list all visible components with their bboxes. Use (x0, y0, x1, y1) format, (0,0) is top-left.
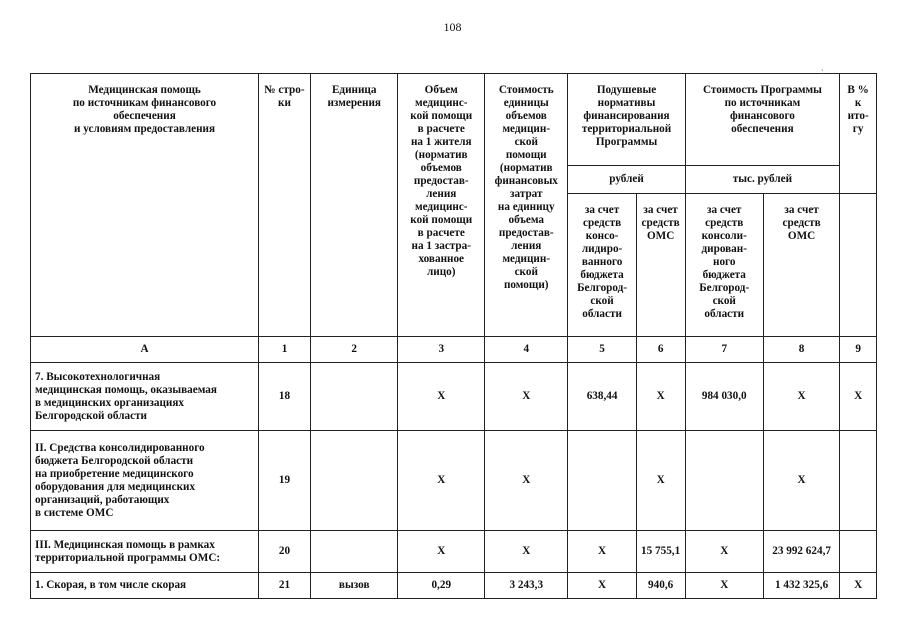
cell-unit-cost: 3 243,3 (485, 573, 568, 599)
numbering-cell: 4 (485, 337, 568, 363)
cell-per-capita-oms: Х (636, 363, 685, 431)
table-row (31, 431, 877, 531)
header-row-top (31, 74, 877, 166)
cell-percent: Х (840, 573, 877, 599)
cell-cost-budget: Х (685, 531, 763, 573)
header-col-5: за счет средств консо- лидиро- ванного бюджета Белгород- ской области (568, 194, 636, 337)
cell-unit-cost: Х (485, 531, 568, 573)
cell-cost-oms: 23 992 624,7 (763, 531, 839, 573)
table-row (31, 531, 877, 573)
numbering-cell: 6 (636, 337, 685, 363)
header-col-3: Объем медицинс- кой помощи в расчете на 1 жителя (норматив объемов предостав- ления медицинс- кой помощи в расчете на 1 застра- хованное лицо) (398, 74, 485, 337)
numbering-cell: 3 (398, 337, 485, 363)
cell-cost-budget: 984 030,0 (685, 363, 763, 431)
cell-per-capita-oms: 15 755,1 (636, 531, 685, 573)
header-col-8: за счет средств ОМС (763, 194, 839, 337)
header-per-capita-group: Подушевые нормативы финансирования территориальной Программы (568, 74, 685, 166)
row-description: 7. Высокотехнологичная медицинская помощь, оказываемая в медицинских организациях Белгородской области (31, 363, 259, 431)
row-number: 20 (259, 531, 311, 573)
row-number: 19 (259, 431, 311, 531)
numbering-cell: 1 (259, 337, 311, 363)
numbering-cell: А (31, 337, 259, 363)
cell-cost-oms: Х (763, 431, 839, 531)
cell-unit (310, 363, 398, 431)
cell-volume: 0,29 (398, 573, 485, 599)
numbering-cell: 8 (763, 337, 839, 363)
cell-per-capita-budget: Х (568, 531, 636, 573)
cell-unit: вызов (310, 573, 398, 599)
unit-rubles: рублей (568, 166, 685, 194)
numbering-cell: 2 (310, 337, 398, 363)
header-col-9-blank (840, 194, 877, 337)
cell-percent (840, 431, 877, 531)
numbering-row (31, 337, 877, 363)
cell-cost-oms: 1 432 325,6 (763, 573, 839, 599)
header-col-1: № стро- ки (259, 74, 311, 337)
cell-unit-cost: Х (485, 431, 568, 531)
numbering-cell: 9 (840, 337, 877, 363)
table-row (31, 363, 877, 431)
cell-volume: Х (398, 363, 485, 431)
row-description: II. Средства консолидированного бюджета Белгородской области на приобретение медицинского оборудования для медицинских организаций, работающих в системе ОМС (31, 431, 259, 531)
header-col-4: Стоимость единицы объемов медицин- ской помощи (норматив финансовых затрат на единицу объема предостав- ления медицин- ской помощи) (485, 74, 568, 337)
cell-per-capita-budget: 638,44 (568, 363, 636, 431)
cell-cost-budget: Х (685, 573, 763, 599)
unit-thousand-rubles: тыс. рублей (685, 166, 840, 194)
cell-volume: Х (398, 431, 485, 531)
cell-volume: Х (398, 531, 485, 573)
row-number: 18 (259, 363, 311, 431)
cell-per-capita-budget: Х (568, 573, 636, 599)
financing-table (30, 73, 877, 599)
cell-per-capita-budget (568, 431, 636, 531)
page-number: 108 (443, 20, 462, 34)
numbering-cell: 7 (685, 337, 763, 363)
cell-per-capita-oms: Х (636, 431, 685, 531)
cell-cost-budget (685, 431, 763, 531)
cell-percent (840, 531, 877, 573)
header-col-2: Единица измерения (310, 74, 398, 337)
numbering-cell: 5 (568, 337, 636, 363)
header-col-6: за счет средств ОМС (636, 194, 685, 337)
header-col-9: В % к ито- гу (840, 74, 877, 194)
header-col-7: за счет средств консоли- дирован- ного бюджета Белгород- ской области (685, 194, 763, 337)
header-col-a: Медицинская помощь по источникам финансового обеспечения и условиям предоставления (31, 74, 259, 337)
header-program-cost-group: Стоимость Программы по источникам финансового обеспечения (685, 74, 840, 166)
row-description: 1. Скорая, в том числе скорая (31, 573, 259, 599)
row-description: III. Медицинская помощь в рамках территориальной программы ОМС: (31, 531, 259, 573)
row-number: 21 (259, 573, 311, 599)
cell-cost-oms: Х (763, 363, 839, 431)
table-row (31, 573, 877, 599)
cell-unit-cost: Х (485, 363, 568, 431)
cell-per-capita-oms: 940,6 (636, 573, 685, 599)
cell-unit (310, 431, 398, 531)
scan-speck: : (821, 66, 824, 76)
cell-unit (310, 531, 398, 573)
cell-percent: Х (840, 363, 877, 431)
